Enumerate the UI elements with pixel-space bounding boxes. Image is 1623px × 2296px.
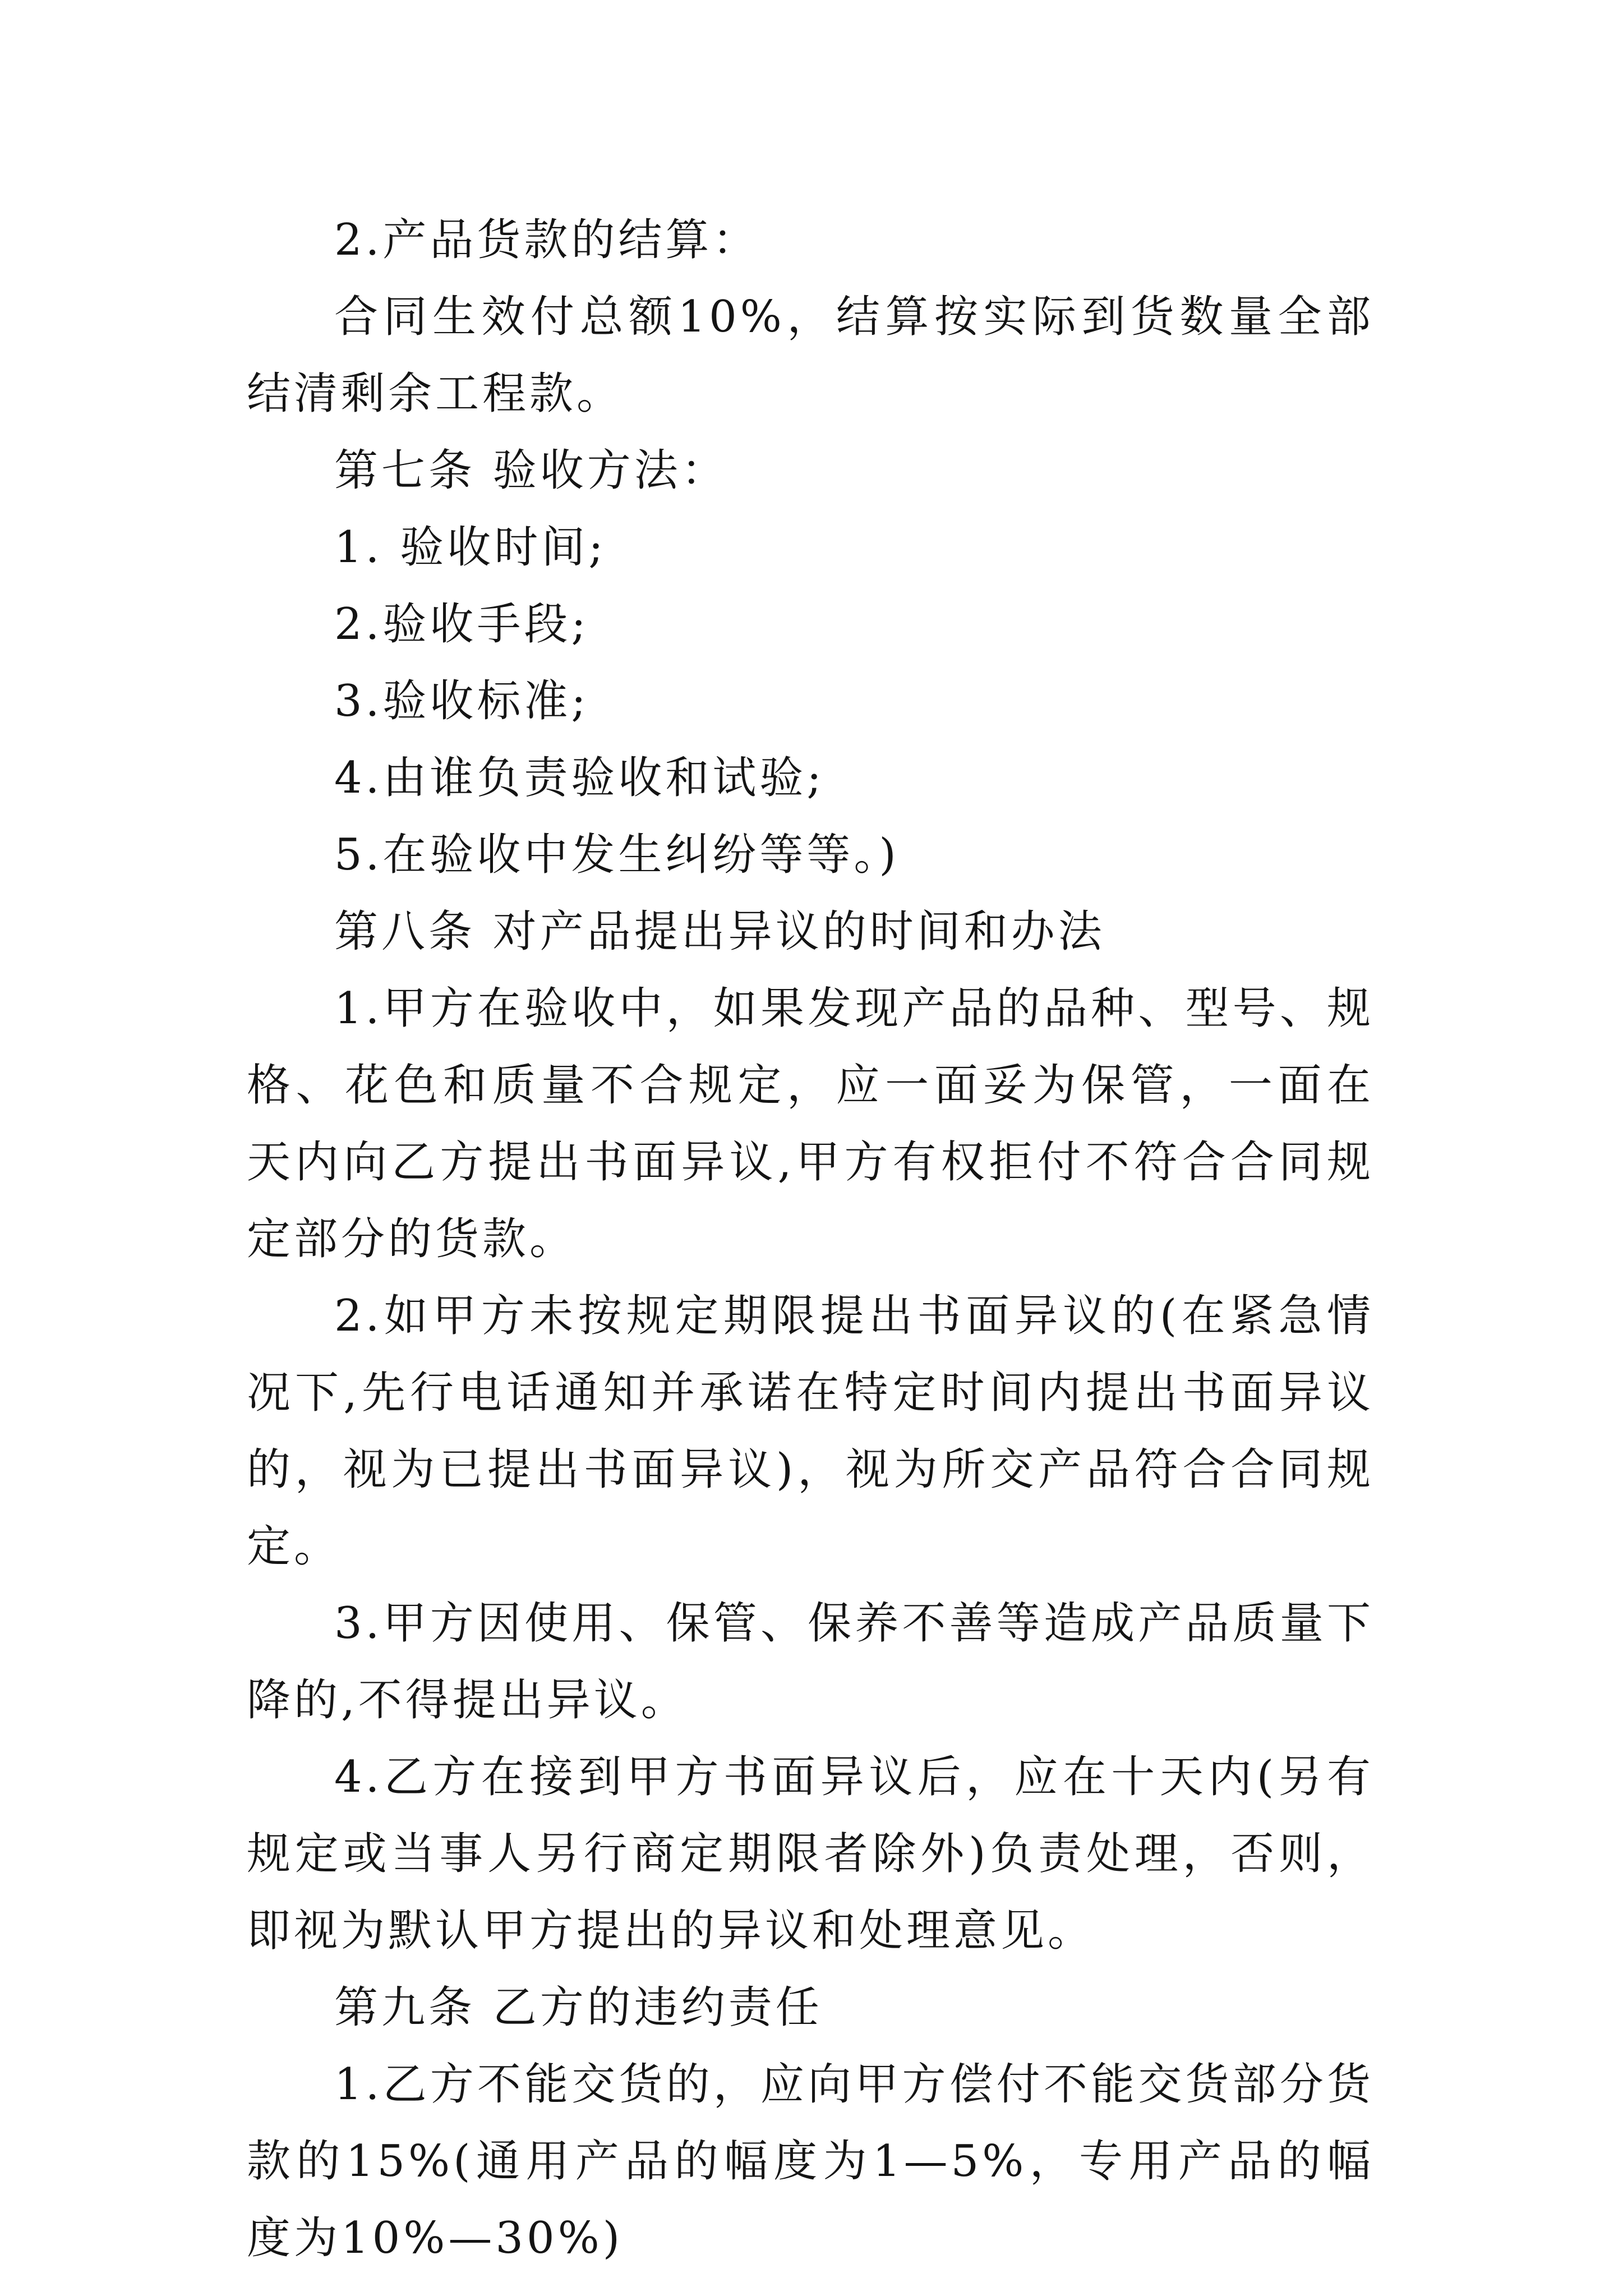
paragraph-payment-terms: 合同生效付总额10%，结算按实际到货数量全部结清剩余工程款。 — [247, 292, 1374, 419]
paragraph-payment-heading: 2.产品货款的结算： — [334, 215, 760, 265]
paragraph-inspection-time: 1. 验收时间; — [334, 522, 607, 573]
paragraph-article-9-title: 第九条 乙方的违约责任 — [334, 1982, 823, 2033]
paragraph-objection-4: 4.乙方在接到甲方书面异议后，应在十天内(另有规定或当事人另行商定期限者除外)负责处理，否则，即视为默认甲方提出的异议和处理意见。 — [247, 1752, 1374, 1956]
paragraph-liability-1: 1.乙方不能交货的，应向甲方偿付不能交货部分货款的15%(通用产品的幅度为1—5%，专用产品的幅度为10%—30%) — [247, 2059, 1374, 2263]
paragraph-inspection-responsibility: 4.由谁负责验收和试验; — [334, 753, 825, 803]
paragraph-inspection-disputes: 5.在验收中发生纠纷等等。) — [334, 830, 900, 880]
paragraph-objection-2: 2.如甲方未按规定期限提出书面异议的(在紧急情况下,先行电话通知并承诺在特定时间内提出书面异议的，视为已提出书面异议)，视为所交产品符合合同规定。 — [247, 1291, 1374, 1572]
paragraph-objection-1: 1.甲方在验收中，如果发现产品的品种、型号、规格、花色和质量不合规定，应一面妥为保管，一面在 天内向乙方提出书面异议,甲方有权拒付不符合合同规定部分的货款。 — [247, 983, 1374, 1264]
paragraph-inspection-standard: 3.验收标准; — [334, 676, 589, 726]
paragraph-inspection-means: 2.验收手段; — [334, 599, 589, 650]
paragraph-article-7-title: 第七条 验收方法： — [334, 445, 728, 496]
paragraph-objection-3: 3.甲方因使用、保管、保养不善等造成产品质量下降的,不得提出异议。 — [247, 1598, 1374, 1726]
document-body — [247, 202, 1374, 2277]
paragraph-article-8-title: 第八条 对产品提出异议的时间和办法 — [334, 907, 1105, 957]
